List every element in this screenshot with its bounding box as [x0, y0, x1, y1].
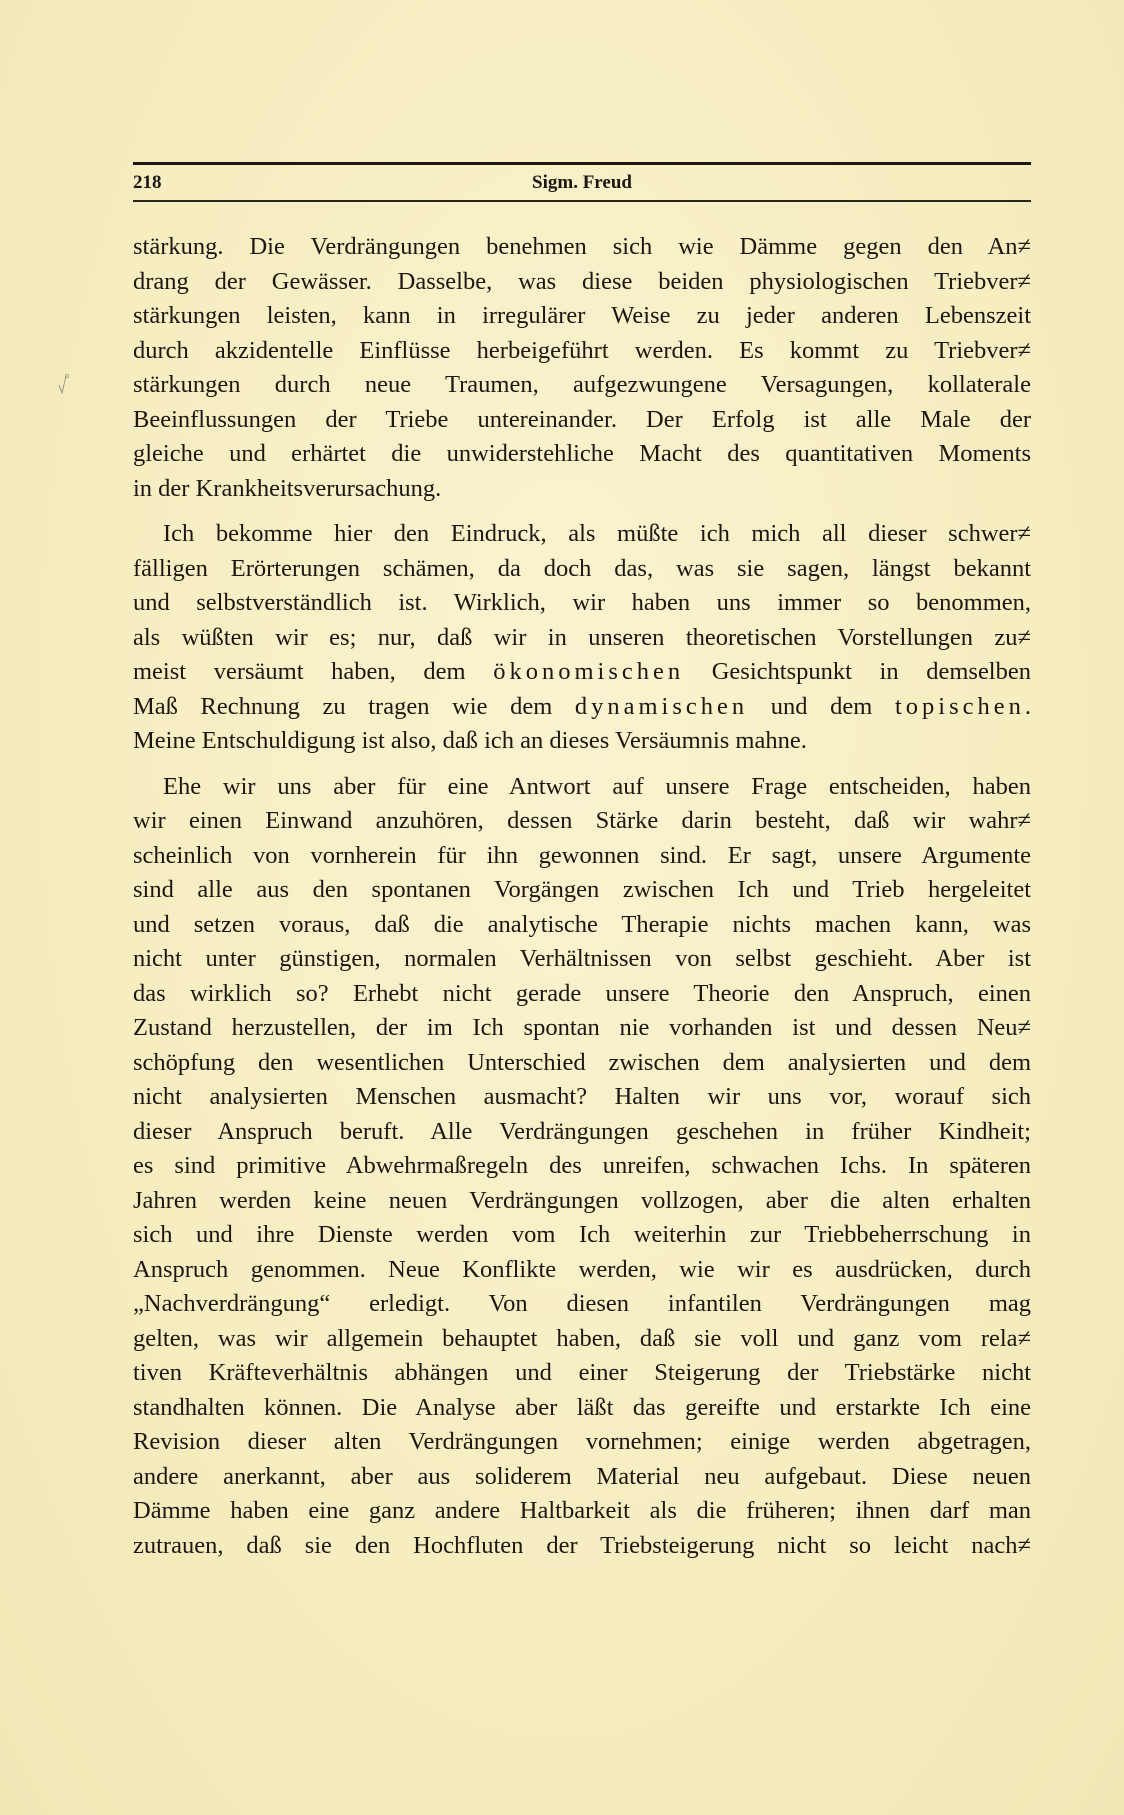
text-line: Revision dieser alten Verdrängungen vornehmen; einige werden abgetragen, — [133, 1428, 1031, 1455]
header-rule-top — [133, 162, 1031, 165]
text-line: fälligen Erörterungen schämen, da doch das, was sie sagen, längst bekannt — [133, 554, 1031, 582]
text-line: und selbstverständlich ist. Wirklich, wir haben uns immer so benommen, — [133, 589, 1031, 616]
text-line: stärkung. Die Verdrängungen benehmen sich wie Dämme gegen den An≠ — [133, 233, 1031, 260]
text-line: Meine Entschuldigung ist also, daß ich an dieses Versäumnis mahne. — [133, 727, 807, 754]
text-line: scheinlich von vornherein für ihn gewonnen sind. Er sagt, unsere Argumente — [133, 841, 1031, 869]
text-run: . — [1024, 692, 1031, 720]
text-run: und dem — [748, 692, 895, 720]
text-line: drang der Gewässer. Dasselbe, was diese beiden physiologischen Triebver≠ — [133, 267, 1031, 295]
text-line: standhalten können. Die Analyse aber läßt das gereifte und erstarkte Ich eine — [133, 1393, 1031, 1421]
emphasized-term: dynamischen — [574, 692, 749, 720]
text-line: stärkungen leisten, kann in irregulärer Weise zu jeder anderen Lebenszeit — [133, 302, 1031, 329]
body-text — [133, 230, 1031, 1563]
text-line: durch akzidentelle Einflüsse herbeigeführt werden. Es kommt zu Triebver≠ — [133, 336, 1031, 364]
text-line — [133, 655, 1031, 690]
text-line: stärkungen durch neue Traumen, aufgezwungene Versagungen, kollaterale — [133, 371, 1031, 398]
text-run: Gesichtspunkt in demselben — [684, 658, 1031, 685]
text-line: nicht unter günstigen, normalen Verhältnissen von selbst geschieht. Aber ist — [133, 945, 1031, 972]
emphasized-term: topischen — [894, 692, 1025, 720]
text-line: Dämme haben eine ganz andere Haltbarkeit als die früheren; ihnen darf man — [133, 1497, 1031, 1524]
page-number: 218 — [133, 172, 162, 193]
paragraph-1 — [133, 230, 1031, 506]
running-head — [133, 168, 1031, 198]
text-line: „Nachverdrängung“ erledigt. Von diesen infantilen Verdrängungen mag — [133, 1290, 1031, 1317]
text-line: und setzen voraus, daß die analytische Therapie nichts machen kann, was — [133, 910, 1031, 938]
text-line: Jahren werden keine neuen Verdrängungen vollzogen, aber die alten erhalten — [133, 1186, 1031, 1214]
text-line: schöpfung den wesentlichen Unterschied zwischen dem analysierten und dem — [133, 1048, 1031, 1076]
paragraph-3 — [133, 770, 1031, 1564]
text-line: das wirklich so? Erhebt nicht gerade unsere Theorie den Anspruch, einen — [133, 979, 1031, 1007]
text-line: zutrauen, daß sie den Hochfluten der Triebsteigerung nicht so leicht nach≠ — [133, 1531, 1031, 1559]
text-line: es sind primitive Abwehrmaßregeln des unreifen, schwachen Ichs. In späteren — [133, 1152, 1031, 1179]
text-run: meist versäumt haben, dem — [133, 658, 494, 685]
text-run: Maß Rechnung zu tragen wie dem — [133, 692, 575, 720]
text-line: nicht analysierten Menschen ausmacht? Halten wir uns vor, worauf sich — [133, 1083, 1031, 1110]
text-line — [133, 690, 1031, 725]
text-line: wir einen Einwand anzuhören, dessen Stärke darin besteht, daß wir wahr≠ — [133, 807, 1031, 834]
emphasized-term: ökonomischen — [493, 658, 685, 685]
text-line: Zustand herzustellen, der im Ich spontan nie vorhanden ist und dessen Neu≠ — [133, 1014, 1031, 1041]
paragraph-2 — [133, 517, 1031, 759]
text-line: Ehe wir uns aber für eine Antwort auf unsere Frage entscheiden, haben — [163, 772, 1031, 800]
pencil-check-mark-icon — [57, 373, 71, 395]
header-rule-bottom — [133, 200, 1031, 202]
text-line: sich und ihre Dienste werden vom Ich weiterhin zur Triebbeherrschung in — [133, 1221, 1031, 1248]
text-line: andere anerkannt, aber aus soliderem Material neu aufgebaut. Diese neuen — [133, 1462, 1031, 1490]
text-line: Ich bekomme hier den Eindruck, als müßte ich mich all dieser schwer≠ — [163, 520, 1031, 547]
text-line: in der Krankheitsverursachung. — [133, 474, 442, 502]
text-line: gleiche und erhärtet die unwiderstehliche Macht des quantitativen Moments — [133, 440, 1031, 467]
text-line: Beeinflussungen der Triebe untereinander. Der Erfolg ist alle Male der — [133, 405, 1031, 433]
text-line: Anspruch genommen. Neue Konflikte werden, wie wir es ausdrücken, durch — [133, 1255, 1031, 1283]
text-line: sind alle aus den spontanen Vorgängen zwischen Ich und Trieb hergeleitet — [133, 876, 1031, 903]
text-line: tiven Kräfteverhältnis abhängen und einer Steigerung der Triebstärke nicht — [133, 1359, 1031, 1386]
text-line: gelten, was wir allgemein behauptet haben, daß sie voll und ganz vom rela≠ — [133, 1324, 1031, 1352]
text-line: dieser Anspruch beruft. Alle Verdrängungen geschehen in früher Kindheit; — [133, 1117, 1031, 1145]
text-line: als wüßten wir es; nur, daß wir in unseren theoretischen Vorstellungen zu≠ — [133, 623, 1031, 651]
running-head-author: Sigm. Freud — [532, 172, 632, 193]
